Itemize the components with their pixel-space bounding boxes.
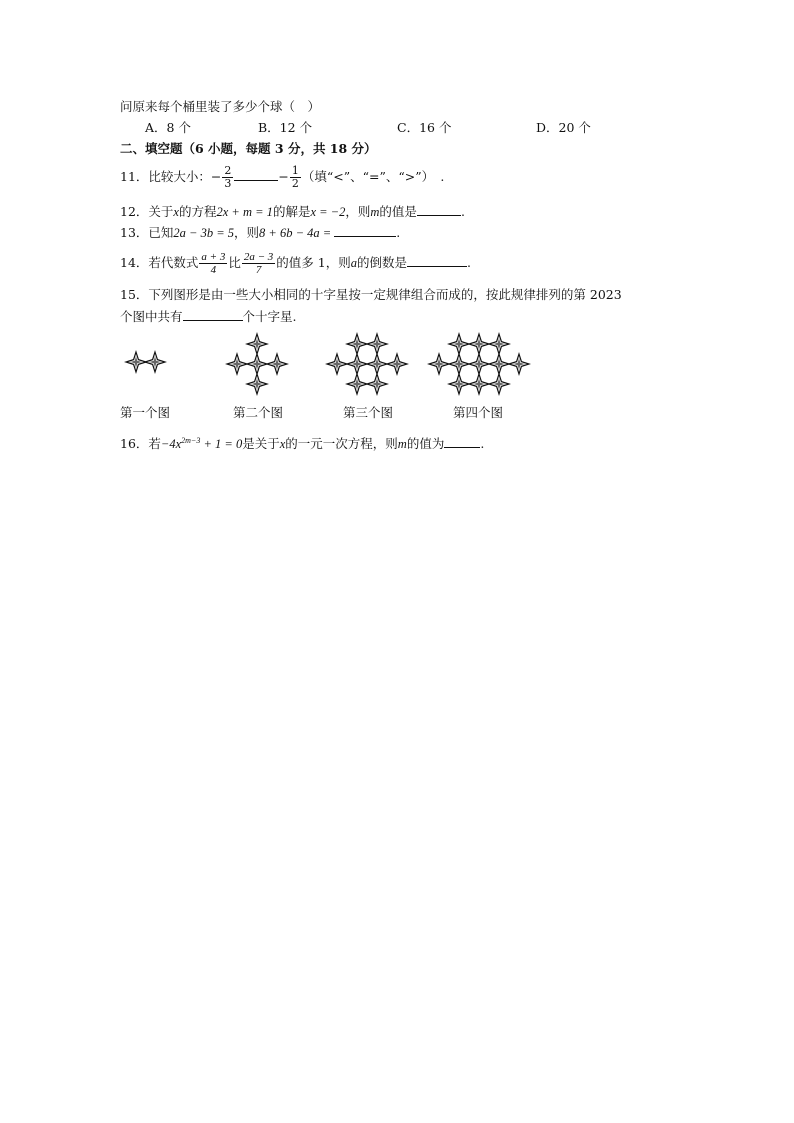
star-icon [247, 374, 267, 394]
question-11 [120, 164, 444, 190]
caption-figure-2: 第二个图 [233, 405, 284, 420]
q11-suffix: （填“<”、“=”、“>”） . [301, 169, 445, 184]
q15-text-2: 个十字星. [242, 309, 297, 324]
q13-text-1: 13．已知 [120, 225, 174, 240]
question-16 [120, 433, 484, 452]
q12-var-x: x [173, 205, 179, 219]
q14-frac2-numerator: 2a − 3 [243, 251, 274, 263]
q10-option-c: C．16 个 [397, 120, 452, 135]
star-icon [126, 352, 146, 372]
question-14 [120, 250, 471, 276]
q11-answer-blank[interactable] [234, 168, 278, 181]
q11-fraction-1 [222, 165, 233, 190]
q14-frac1-numerator: a + 3 [201, 251, 226, 263]
q10-option-d: D．20 个 [536, 120, 591, 135]
figure-1 [126, 335, 166, 395]
q12-text-5: 的值是 [379, 204, 417, 219]
q10-stem: 问原来每个桶里装了多少个球（ ） [120, 99, 321, 114]
q13-end: . [396, 225, 401, 240]
star-icon [347, 334, 367, 354]
q14-frac1-denominator: 4 [210, 264, 217, 276]
q16-text-3: 的一元一次方程，则 [285, 436, 398, 452]
question-12 [120, 203, 465, 220]
q16-expr-rest: + 1 = 0 [200, 437, 243, 452]
star-icon [247, 354, 267, 374]
star-icon [347, 374, 367, 394]
q14-text-3: 的值多 1，则 [276, 255, 351, 270]
q13-answer-blank[interactable] [334, 224, 396, 237]
star-icon [387, 354, 407, 374]
q11-frac2-numerator: 1 [291, 164, 299, 177]
q12-text-3: 的解是 [272, 204, 311, 219]
q11-fraction-2 [290, 165, 301, 190]
caption-figure-1: 第一个图 [120, 405, 171, 420]
star-icon [489, 354, 509, 374]
q11-minus: − [278, 169, 289, 184]
figure-3 [326, 335, 408, 395]
star-icon [509, 354, 529, 374]
q13-given-equation: 2a − 3b = 5 [173, 226, 235, 240]
q12-var-m: m [370, 205, 380, 219]
q15-line-1: 15．下列图形是由一些大小相同的十字星按一定规律组合而成的，按此规律排列的第 2023 [120, 287, 622, 302]
star-icon [489, 334, 509, 354]
star-icon [449, 374, 469, 394]
star-icon [469, 374, 489, 394]
caption-figure-3: 第三个图 [343, 405, 394, 420]
q14-var-a: a [350, 256, 357, 270]
q14-fraction-1 [199, 251, 227, 276]
star-icon [367, 354, 387, 374]
figure-1-stars [126, 335, 166, 395]
star-icon [469, 354, 489, 374]
question-13 [120, 224, 400, 241]
q14-text-2: 比 [228, 255, 241, 270]
q14-fraction-2 [242, 251, 275, 276]
star-icon [267, 354, 287, 374]
q10-option-b: B．12 个 [258, 120, 313, 135]
star-icon [469, 334, 489, 354]
figure-4-stars [428, 335, 530, 395]
star-icon [449, 354, 469, 374]
q16-answer-blank[interactable] [444, 435, 480, 448]
q16-var-x: x [279, 437, 286, 452]
q16-text-4: 的值为 [406, 436, 445, 452]
star-icon [347, 354, 367, 374]
star-icon [327, 354, 347, 374]
star-icon [367, 334, 387, 354]
q16-expr-exponent: 2m−3 [181, 436, 201, 445]
star-icon [429, 354, 449, 374]
q16-expr-base: −4x [160, 437, 182, 452]
q16-end: . [480, 436, 485, 452]
q11-prefix: 11．比较大小：− [120, 169, 222, 184]
figure-4 [428, 335, 530, 395]
q12-text-4: ，则 [345, 204, 371, 219]
q16-expression [161, 437, 242, 451]
star-icon [227, 354, 247, 374]
q13-text-2: ，则 [234, 225, 260, 240]
q14-text-1: 14．若代数式 [120, 255, 199, 270]
star-icon [367, 374, 387, 394]
q10-option-a: A．8 个 [145, 120, 191, 135]
q11-frac1-numerator: 2 [224, 164, 232, 177]
q12-text-1: 12．关于 [120, 204, 174, 219]
q12-solution: x = −2 [310, 205, 346, 219]
figure-3-stars [326, 335, 408, 395]
q16-text-2: 是关于 [242, 436, 280, 452]
q14-text-4: 的倒数是 [356, 255, 407, 270]
star-icon [247, 334, 267, 354]
caption-figure-4: 第四个图 [453, 405, 504, 420]
figure-2 [226, 335, 288, 395]
section-heading: 二、填空题（6 小题，每题 3 分，共 18 分） [120, 141, 377, 156]
q12-end: . [460, 204, 465, 219]
q14-frac2-denominator: 7 [255, 264, 262, 276]
q11-frac1-denominator: 3 [224, 177, 232, 190]
star-icon [145, 352, 165, 372]
q15-text-1: 个图中共有 [120, 309, 183, 324]
q12-answer-blank[interactable] [417, 203, 461, 216]
q14-end: . [467, 255, 471, 270]
figure-2-stars [226, 335, 288, 395]
q12-equation: 2x + m = 1 [216, 205, 273, 219]
star-icon [489, 374, 509, 394]
q16-var-m: m [397, 437, 407, 452]
q14-answer-blank[interactable] [407, 254, 467, 267]
q15-line-2 [120, 308, 297, 325]
q16-text-1: 16．若 [120, 436, 161, 452]
q15-answer-blank[interactable] [183, 308, 243, 321]
q12-text-2: 的方程 [178, 204, 217, 219]
q11-frac2-denominator: 2 [291, 177, 299, 190]
q13-expression: 8 + 6b − 4a = [259, 226, 332, 240]
star-icon [449, 334, 469, 354]
